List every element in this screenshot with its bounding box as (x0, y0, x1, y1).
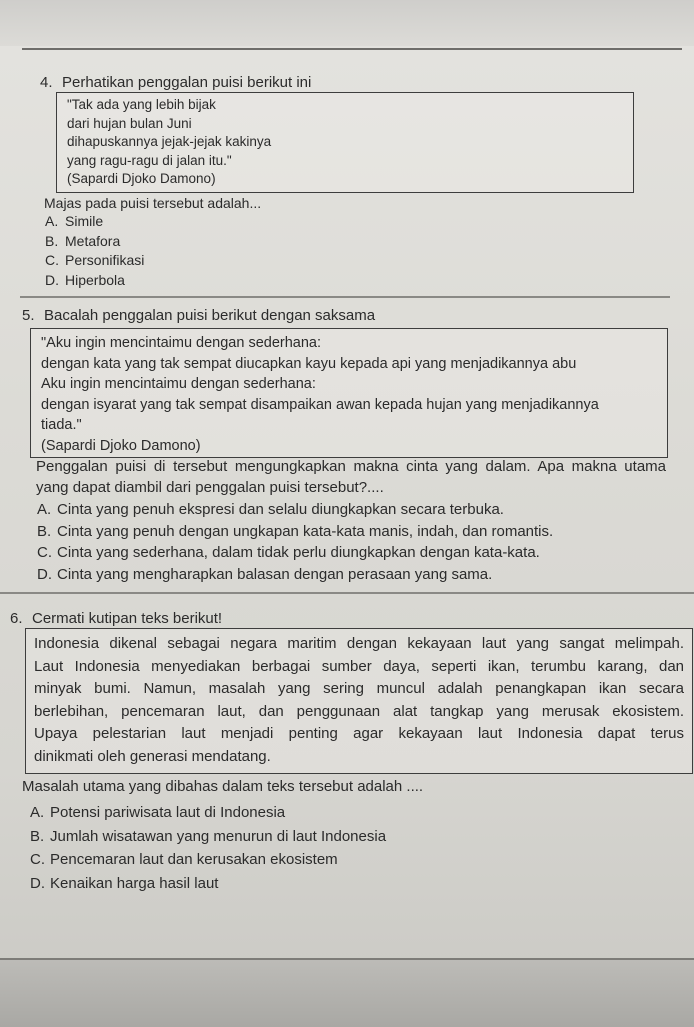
q5-poem-line: dengan isyarat yang tak sempat disampaikan awan kepada hujan yang menjadikannya (41, 396, 599, 413)
q6-passage-line: berlebihan, pencemaran laut, dan penggunaan alat tangkap yang merusak ekosistem. (34, 702, 684, 720)
q6-option-c[interactable]: C. Pencemaran laut dan kerusakan ekosistem (30, 851, 338, 868)
q5-question-line: Penggalan puisi di tersebut mengungkapkan makna cinta yang dalam. Apa makna utama (36, 458, 666, 475)
paper-top-edge (0, 0, 694, 46)
q4-poem-line: yang ragu-ragu di jalan itu." (67, 152, 232, 168)
q6-option-a[interactable]: A. Potensi pariwisata laut di Indonesia (30, 804, 286, 821)
paper-bottom-edge (0, 958, 694, 1027)
q4-poem-line: "Tak ada yang lebih bijak (67, 97, 216, 112)
q5-option-a[interactable]: A. Cinta yang penuh ekspresi dan selalu diungkapkan secara terbuka. (37, 501, 504, 518)
q4-number: 4. (40, 74, 53, 91)
q5-divider (0, 592, 694, 594)
q5-options (37, 499, 553, 585)
q5-question (36, 456, 666, 498)
top-rule (22, 48, 682, 50)
q6-passage-line: dinikmati oleh generasi mendatang. (34, 747, 271, 765)
q6-passage-box (25, 628, 693, 774)
q4-question: Majas pada puisi tersebut adalah... (44, 195, 262, 211)
q4-poem-line: dihapuskannya jejak-jejak kakinya (67, 134, 272, 149)
q4-option-b[interactable]: B. Metafora (45, 232, 121, 249)
q4-prompt-text: Perhatikan penggalan puisi berikut ini (62, 74, 312, 91)
q4-option-a[interactable]: A. Simile (45, 213, 104, 229)
q5-poem-source: (Sapardi Djoko Damono) (41, 437, 201, 454)
q6-passage-line: Laut Indonesia menyediakan berbagai sumber daya, seperti ikan, terumbu karang, dan (34, 657, 684, 675)
q5-option-d[interactable]: D. Cinta yang mengharapkan balasan dengan perasaan yang sama. (37, 565, 493, 583)
q6-options (30, 801, 386, 895)
q5-poem-line: "Aku ingin mencintaimu dengan sederhana: (41, 335, 322, 351)
q4-poem-line: dari hujan bulan Juni (67, 115, 192, 131)
q4-options (45, 212, 144, 290)
q5-prompt-text: Bacalah penggalan puisi berikut dengan saksama (44, 307, 376, 324)
q4-divider (20, 296, 670, 298)
q4-poem-source: (Sapardi Djoko Damono) (67, 171, 216, 186)
bottom-rule (0, 958, 694, 960)
q5-number: 5. (22, 307, 35, 324)
q4-option-d[interactable]: D. Hiperbola (45, 271, 125, 288)
q6-passage-line: Indonesia dikenal sebagai negara maritim dengan kekayaan laut yang sangat melimpah. (34, 635, 684, 652)
q5-prompt (22, 306, 375, 325)
q5-poem-line: dengan kata yang tak sempat diucapkan kayu kepada api yang menjadikannya abu (41, 355, 577, 372)
q4-prompt (40, 73, 311, 92)
q5-question-line: yang dapat diambil dari penggalan puisi tersebut?.... (36, 479, 384, 496)
q6-option-d[interactable]: D. Kenaikan harga hasil laut (30, 874, 219, 892)
q6-number: 6. (10, 610, 23, 627)
q5-poem-line: tiada." (41, 417, 82, 433)
q5-option-c[interactable]: C. Cinta yang sederhana, dalam tidak perlu diungkapkan dengan kata-kata. (37, 544, 540, 561)
q6-question: Masalah utama yang dibahas dalam teks tersebut adalah .... (22, 778, 424, 795)
q5-poem-line: Aku ingin mencintaimu dengan sederhana: (41, 376, 316, 392)
q4-option-c[interactable]: C. Personifikasi (45, 252, 145, 268)
q6-option-b[interactable]: B. Jumlah wisatawan yang menurun di laut Indonesia (30, 827, 387, 845)
q5-poem-box (30, 328, 668, 458)
q6-passage-line: Upaya pelestarian laut menjadi penting agar kekayaan laut Indonesia dapat terus (34, 725, 684, 742)
q6-prompt (10, 609, 222, 628)
q5-option-b[interactable]: B. Cinta yang penuh dengan ungkapan kata-kata manis, indah, dan romantis. (37, 522, 554, 540)
q4-poem-box (56, 92, 634, 193)
q6-passage-line: minyak bumi. Namun, masalah yang sering muncul adalah penangkapan ikan secara (34, 680, 684, 697)
q6-prompt-text: Cermati kutipan teks berikut! (32, 610, 223, 627)
